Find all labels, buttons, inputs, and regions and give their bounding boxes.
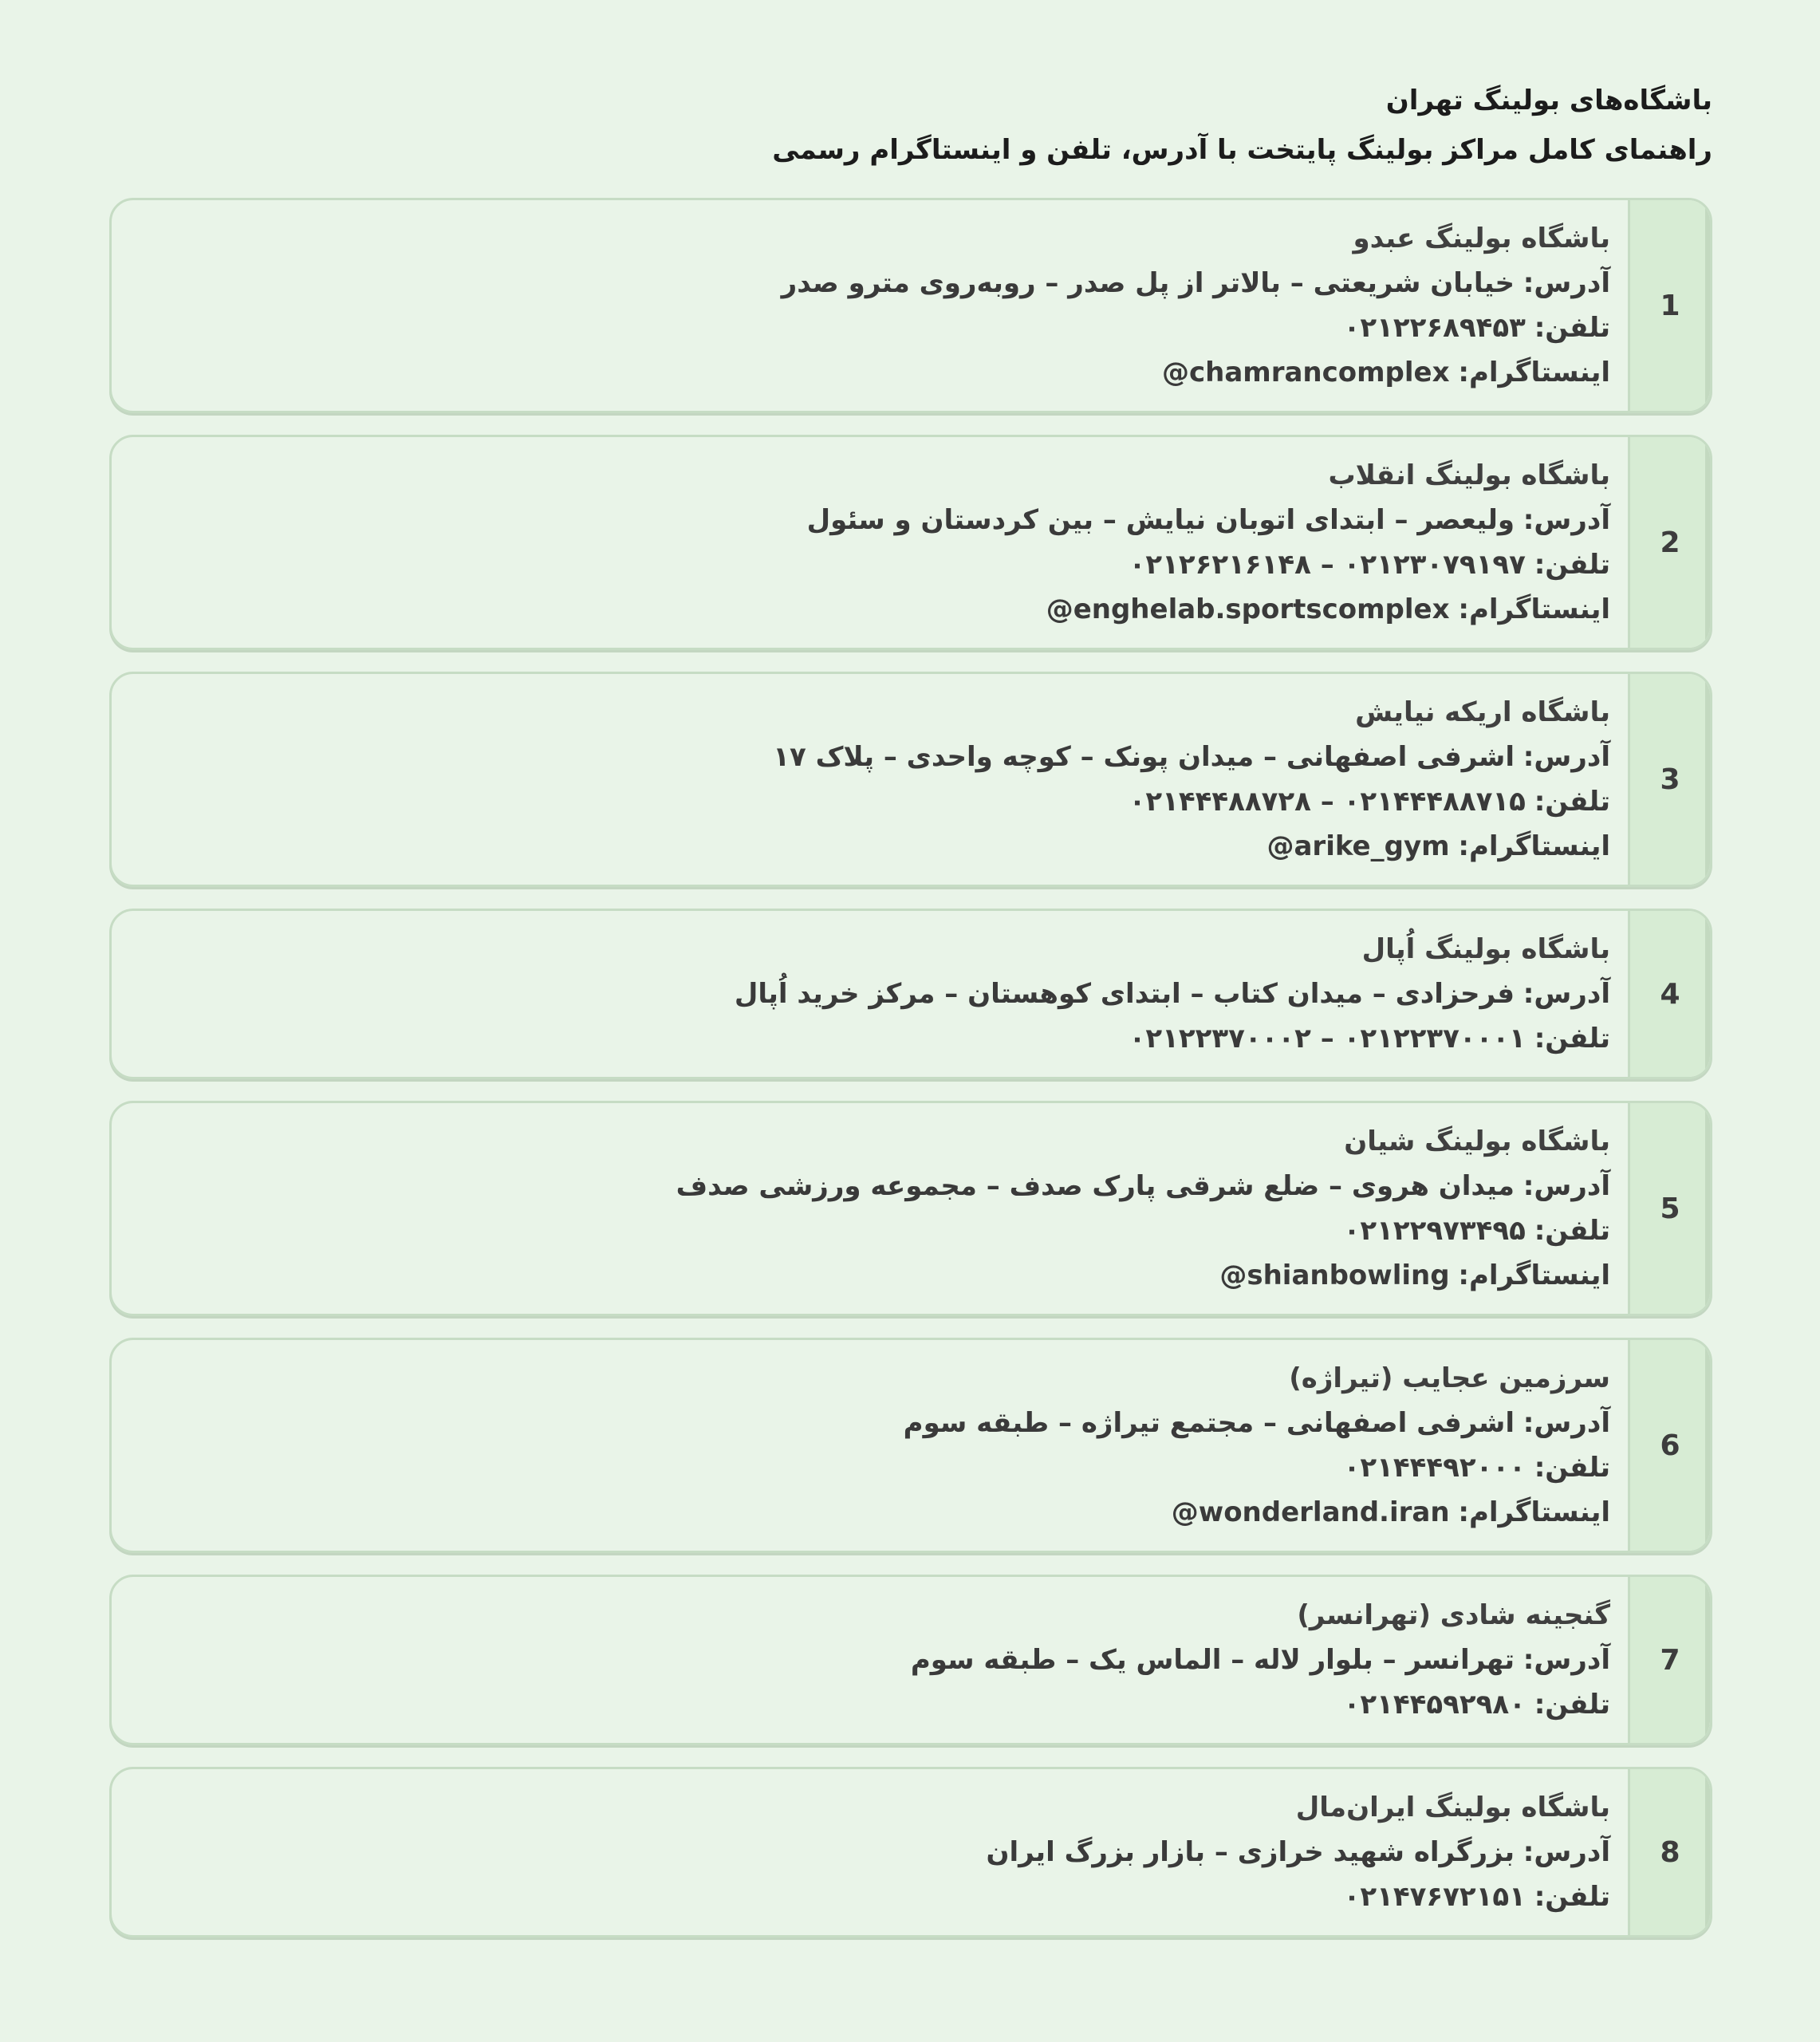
club-phone xyxy=(128,542,1610,587)
club-details xyxy=(112,200,1610,411)
club-name: باشگاه اریکه نیایش xyxy=(1355,696,1610,728)
club-instagram-label: اینستاگرام: xyxy=(1458,830,1610,862)
club-address-value: تهرانسر – بلوار لاله – الماس یک – طبقه سوم xyxy=(910,1644,1515,1676)
club-phone-value: ۰۲۱۲۳۰۷۹۱۹۷ – ۰۲۱۲۶۲۱۶۱۴۸ xyxy=(1129,549,1526,581)
club-instagram xyxy=(128,824,1610,869)
club-address-label: آدرس: xyxy=(1523,1836,1610,1868)
club-card xyxy=(109,1575,1712,1745)
club-phone xyxy=(128,1208,1610,1253)
club-address-value: خیابان شریعتی – بالاتر از پل صدر – روبه‌روی مترو صدر xyxy=(781,267,1515,299)
club-phone xyxy=(128,779,1610,824)
club-name: باشگاه بولینگ اُپال xyxy=(1361,933,1610,965)
club-address xyxy=(128,1830,1610,1874)
club-name: باشگاه بولینگ انقلاب xyxy=(1328,459,1610,491)
club-details xyxy=(112,437,1610,648)
club-phone xyxy=(128,1016,1610,1061)
club-address-value: فرحزادی – میدان کتاب – ابتدای کوهستان – مرکز خرید اُپال xyxy=(734,978,1515,1010)
club-instagram-value[interactable]: @enghelab.sportscomplex xyxy=(1046,593,1450,625)
club-phone-value: ۰۲۱۲۲۹۷۳۴۹۵ xyxy=(1343,1215,1526,1247)
club-address-label: آدرس: xyxy=(1523,504,1610,536)
club-card xyxy=(109,1101,1712,1316)
club-phone-label: تلفن: xyxy=(1534,1215,1610,1247)
club-address-label: آدرس: xyxy=(1523,1644,1610,1676)
club-details xyxy=(112,911,1610,1077)
club-number: 3 xyxy=(1628,674,1710,885)
club-phone-label: تلفن: xyxy=(1534,1689,1610,1721)
club-address xyxy=(128,972,1610,1016)
club-details xyxy=(112,1340,1610,1551)
club-number: 2 xyxy=(1628,437,1710,648)
club-name: باشگاه بولینگ شیان xyxy=(1344,1125,1610,1157)
club-address-value: اشرفی اصفهانی – میدان پونک – کوچه واحدی – پلاک ۱۷ xyxy=(773,741,1515,773)
club-address-value: اشرفی اصفهانی – مجتمع تیراژه – طبقه سوم xyxy=(903,1407,1515,1439)
club-address-value: میدان هروی – ضلع شرقی پارک صدف – مجموعه ورزشی صدف xyxy=(676,1170,1515,1202)
club-card xyxy=(109,909,1712,1079)
club-phone-label: تلفن: xyxy=(1534,786,1610,818)
club-address-value: بزرگراه شهید خرازی – بازار بزرگ ایران xyxy=(986,1836,1515,1868)
club-address xyxy=(128,1164,1610,1208)
club-instagram-value[interactable]: @shianbowling xyxy=(1219,1259,1450,1291)
club-phone-label: تلفن: xyxy=(1534,1452,1610,1484)
club-card xyxy=(109,1767,1712,1938)
club-details xyxy=(112,1103,1610,1314)
club-phone-value: ۰۲۱۲۲۳۷۰۰۰۱ – ۰۲۱۲۲۳۷۰۰۰۲ xyxy=(1129,1023,1526,1055)
club-number: 6 xyxy=(1628,1340,1710,1551)
club-instagram xyxy=(128,350,1610,395)
club-number: 4 xyxy=(1628,911,1710,1077)
club-address-label: آدرس: xyxy=(1523,1170,1610,1202)
club-address-value: ولیعصر – ابتدای اتوبان نیایش – بین کردستان و سئول xyxy=(806,504,1515,536)
page-subtitle: راهنمای کامل مراکز بولینگ پایتخت با آدرس، تلفن و اینستاگرام رسمی xyxy=(772,134,1712,166)
club-phone-label: تلفن: xyxy=(1534,312,1610,344)
club-number: 5 xyxy=(1628,1103,1710,1314)
club-name: گنجینه شادی (تهرانسر) xyxy=(1297,1599,1610,1631)
club-instagram xyxy=(128,1490,1610,1535)
club-instagram-value[interactable]: @arike_gym xyxy=(1267,830,1450,862)
club-phone-value: ۰۲۱۲۲۶۸۹۴۵۳ xyxy=(1343,312,1526,344)
club-instagram-value[interactable]: @chamrancomplex xyxy=(1161,357,1450,388)
club-phone-value: ۰۲۱۴۷۶۷۲۱۵۱ xyxy=(1343,1881,1526,1913)
club-instagram-label: اینستاگرام: xyxy=(1458,593,1610,625)
club-phone-value: ۰۲۱۴۴۴۸۸۷۱۵ – ۰۲۱۴۴۴۸۸۷۲۸ xyxy=(1129,786,1526,818)
club-number: 8 xyxy=(1628,1769,1710,1935)
page xyxy=(109,0,1712,2042)
club-phone-label: تلفن: xyxy=(1534,1881,1610,1913)
club-address xyxy=(128,1401,1610,1445)
page-title: باشگاه‌های بولینگ تهران xyxy=(1385,85,1712,116)
club-address-label: آدرس: xyxy=(1523,1407,1610,1439)
club-address xyxy=(128,1638,1610,1682)
club-address xyxy=(128,261,1610,306)
club-card xyxy=(109,672,1712,887)
club-list xyxy=(109,198,1712,1959)
club-phone xyxy=(128,1445,1610,1490)
club-instagram xyxy=(128,587,1610,632)
club-details xyxy=(112,1577,1610,1743)
club-phone xyxy=(128,306,1610,350)
club-card xyxy=(109,1338,1712,1553)
club-phone xyxy=(128,1874,1610,1919)
club-card xyxy=(109,435,1712,650)
header xyxy=(109,76,1712,175)
club-name: سرزمین عجایب (تیراژه) xyxy=(1289,1362,1610,1394)
club-phone-value: ۰۲۱۴۴۵۹۲۹۸۰ xyxy=(1343,1689,1526,1721)
club-address xyxy=(128,498,1610,542)
club-phone-value: ۰۲۱۴۴۴۹۲۰۰۰ xyxy=(1343,1452,1526,1484)
club-details xyxy=(112,1769,1610,1935)
club-phone-label: تلفن: xyxy=(1534,1023,1610,1055)
club-instagram-label: اینستاگرام: xyxy=(1458,357,1610,388)
club-number: 7 xyxy=(1628,1577,1710,1743)
club-address-label: آدرس: xyxy=(1523,267,1610,299)
club-phone-label: تلفن: xyxy=(1534,549,1610,581)
club-phone xyxy=(128,1682,1610,1727)
club-card xyxy=(109,198,1712,413)
club-instagram-value[interactable]: @wonderland.iran xyxy=(1171,1496,1450,1528)
club-instagram-label: اینستاگرام: xyxy=(1458,1259,1610,1291)
club-instagram xyxy=(128,1253,1610,1298)
club-name: باشگاه بولینگ ایران‌مال xyxy=(1295,1792,1610,1823)
club-number: 1 xyxy=(1628,200,1710,411)
club-instagram-label: اینستاگرام: xyxy=(1458,1496,1610,1528)
club-address-label: آدرس: xyxy=(1523,978,1610,1010)
club-details xyxy=(112,674,1610,885)
club-name: باشگاه بولینگ عبدو xyxy=(1353,223,1610,254)
club-address xyxy=(128,735,1610,779)
club-address-label: آدرس: xyxy=(1523,741,1610,773)
